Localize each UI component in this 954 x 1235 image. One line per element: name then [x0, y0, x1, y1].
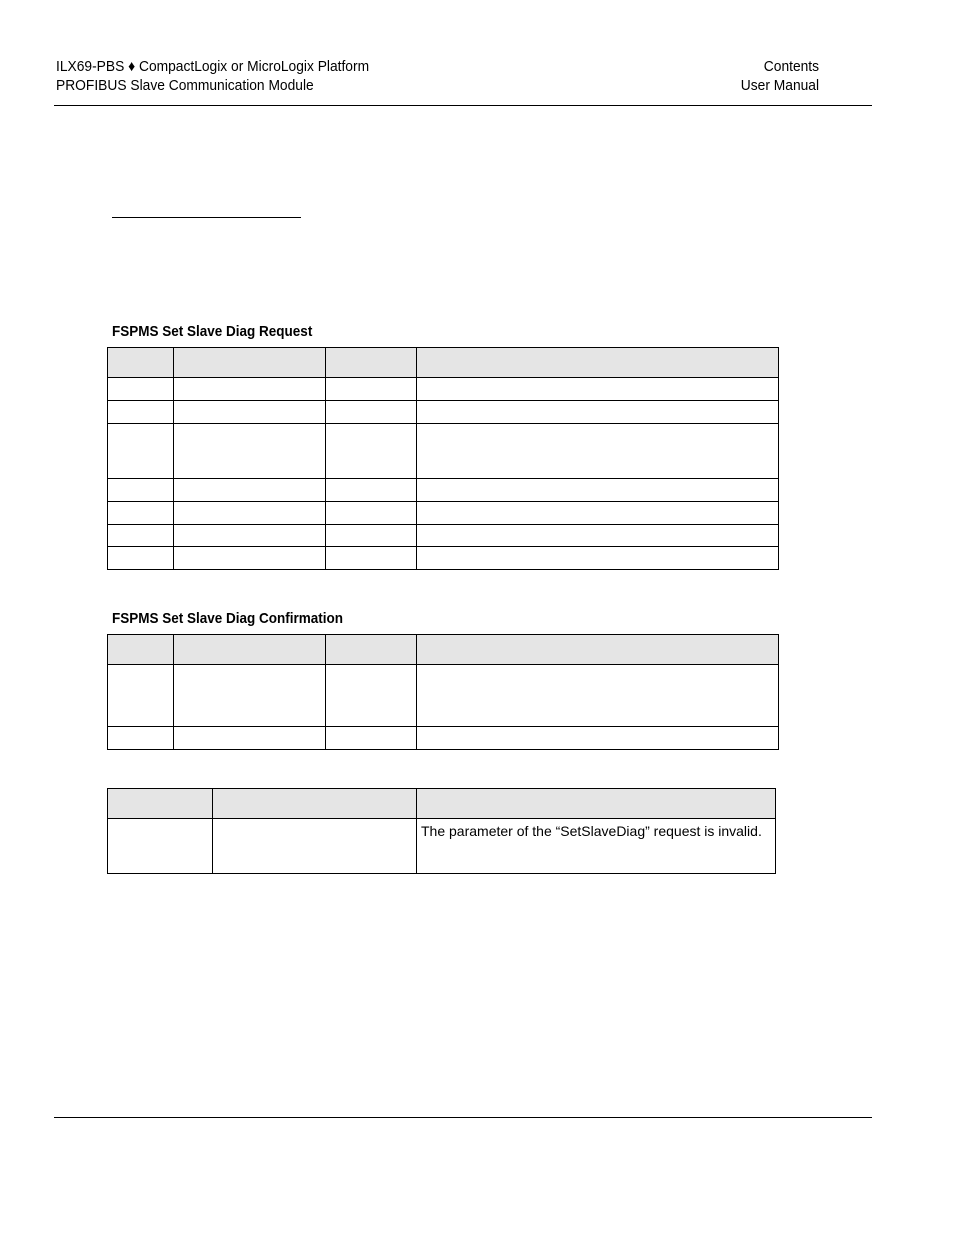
request-table-caption: FSPMS Set Slave Diag Request — [112, 323, 313, 340]
error-table — [107, 788, 776, 874]
table-row — [108, 819, 776, 874]
table-header-row — [108, 635, 779, 665]
section-heading-underline — [112, 217, 301, 218]
table-row — [108, 401, 779, 424]
table-header-row — [108, 348, 779, 378]
confirmation-table-caption: FSPMS Set Slave Diag Confirmation — [112, 610, 344, 627]
table-row — [108, 424, 779, 479]
table-row — [108, 378, 779, 401]
table-row — [108, 727, 779, 750]
table-row — [108, 479, 779, 502]
table-row — [108, 665, 779, 727]
table-header-row — [108, 789, 776, 819]
table-row — [108, 502, 779, 525]
header-product-title: ILX69-PBS ♦ CompactLogix or MicroLogix Platform — [56, 58, 370, 75]
table-row — [108, 525, 779, 547]
table-row — [108, 547, 779, 570]
confirmation-table — [107, 634, 779, 750]
footer-rule — [54, 1117, 872, 1118]
running-header-right — [741, 57, 819, 95]
request-table — [107, 347, 779, 570]
error-description: The parameter of the “SetSlaveDiag” request is invalid. — [421, 823, 762, 839]
header-product-subtitle: PROFIBUS Slave Communication Module — [56, 77, 314, 94]
header-section-name: Contents — [763, 58, 819, 75]
header-document-type: User Manual — [740, 77, 819, 94]
running-header-left — [56, 57, 369, 95]
header-rule — [54, 105, 872, 106]
